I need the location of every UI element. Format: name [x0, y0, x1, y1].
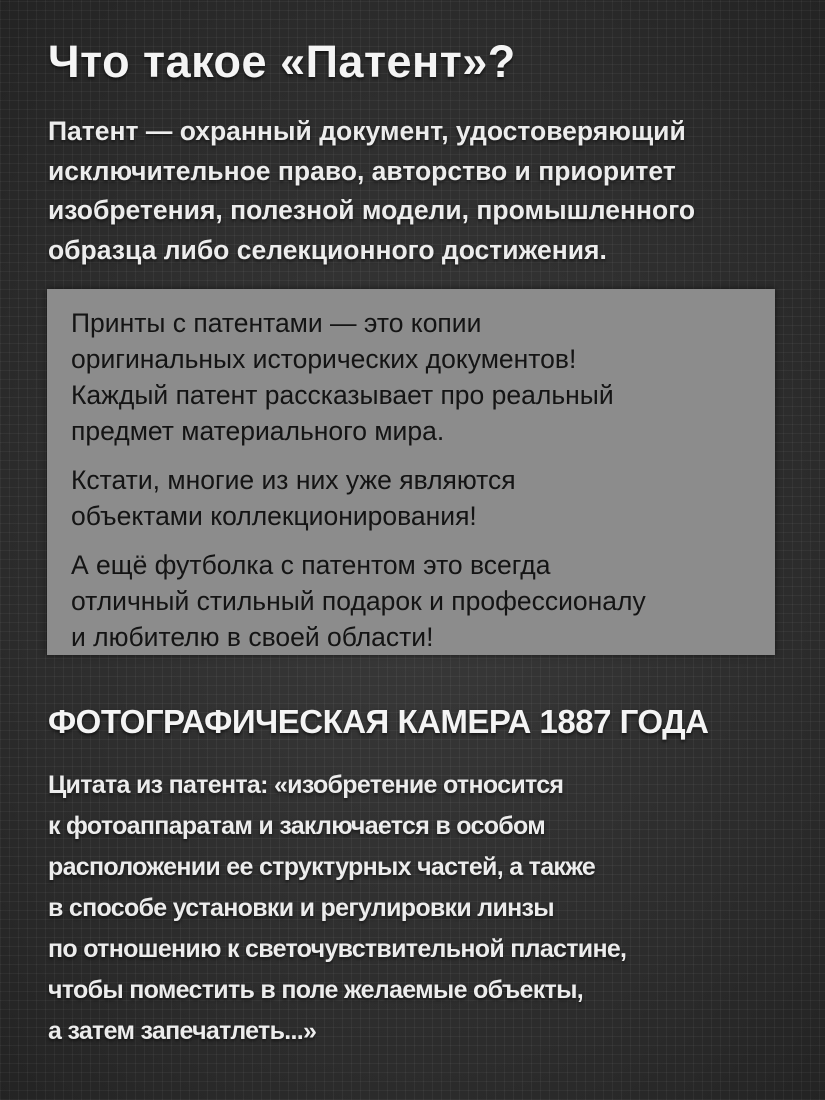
page-title: Что такое «Патент»?: [48, 36, 516, 87]
section-heading: ФОТОГРАФИЧЕСКАЯ КАМЕРА 1887 ГОДА: [48, 703, 709, 740]
info-line: оригинальных исторических документов!: [71, 344, 577, 374]
quote-line: по отношению к светочувствительной пластине,: [48, 935, 627, 963]
quote-line: расположении ее структурных частей, а также: [48, 853, 596, 881]
info-line: Принты с патентами — это копии: [71, 308, 482, 338]
info-line: Каждый патент рассказывает про реальный: [71, 380, 614, 410]
info-line: отличный стильный подарок и профессионалу: [71, 586, 646, 616]
definition-line: образца либо селекционного достижения.: [48, 234, 607, 265]
info-line: предмет материального мира.: [71, 416, 445, 446]
info-line: и любителю в своей области!: [71, 622, 434, 652]
patent-definition: [48, 112, 788, 270]
patent-quote: [48, 765, 788, 1052]
quote-line: чтобы поместить в поле желаемые объекты,: [48, 976, 584, 1004]
info-paragraph-gift: [71, 547, 755, 655]
info-line: Кстати, многие из них уже являются: [71, 465, 516, 495]
info-paragraph-collecting: [71, 462, 755, 534]
info-box: [47, 289, 775, 655]
definition-line: Патент — охранный документ, удостоверяющий: [48, 116, 686, 146]
quote-line: Цитата из патента: «изобретение относится: [48, 771, 564, 799]
info-line: А ещё футболка с патентом это всегда: [71, 550, 551, 580]
info-line: объектами коллекционирования!: [71, 501, 477, 531]
definition-line: исключительное право, авторство и приоритет: [48, 155, 676, 186]
quote-line: в способе установки и регулировки линзы: [48, 894, 554, 922]
quote-line: а затем запечатлеть...»: [48, 1017, 317, 1045]
definition-line: изобретения, полезной модели, промышленного: [48, 195, 696, 225]
quote-line: к фотоаппаратам и заключается в особом: [48, 812, 546, 840]
info-paragraph-prints: [71, 305, 755, 449]
